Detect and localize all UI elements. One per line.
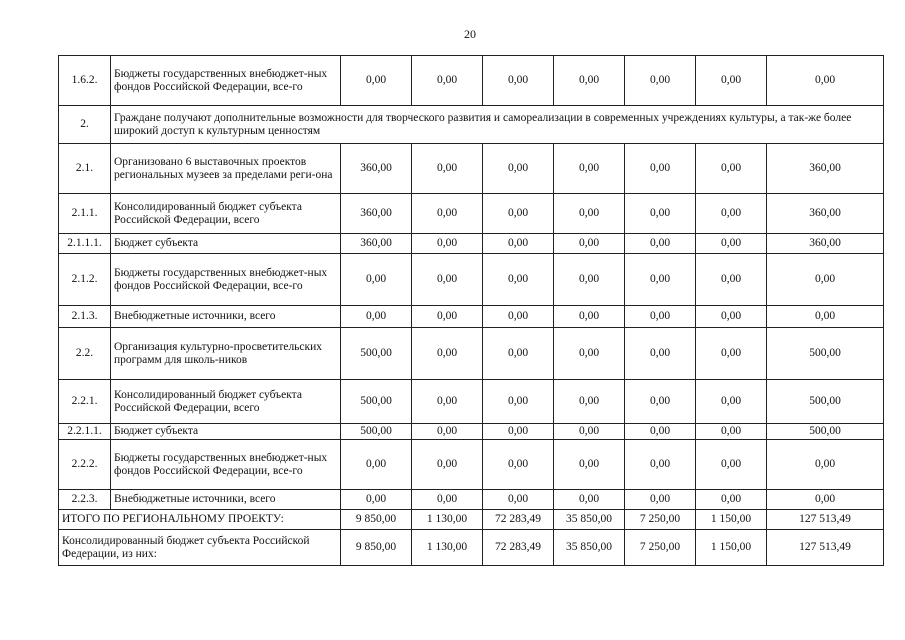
- row-description: Внебюджетные источники, всего: [111, 490, 341, 510]
- value-cell: 0,00: [696, 380, 767, 424]
- value-cell: 35 850,00: [554, 530, 625, 566]
- value-cell: 0,00: [554, 56, 625, 106]
- value-cell: 0,00: [412, 424, 483, 440]
- value-cell: 72 283,49: [483, 510, 554, 530]
- value-cell: 35 850,00: [554, 510, 625, 530]
- value-cell: 0,00: [412, 144, 483, 194]
- value-cell: 72 283,49: [483, 530, 554, 566]
- value-cell: 360,00: [767, 194, 884, 234]
- value-cell: 0,00: [625, 56, 696, 106]
- value-cell: 0,00: [341, 306, 412, 328]
- value-cell: 0,00: [767, 306, 884, 328]
- value-cell: 0,00: [625, 306, 696, 328]
- value-cell: 0,00: [483, 380, 554, 424]
- row-code: 2.1.3.: [59, 306, 111, 328]
- row-description: Бюджеты государственных внебюджет-ных фондов Российской Федерации, все-го: [111, 254, 341, 306]
- row-description: Организовано 6 выставочных проектов региональных музеев за пределами реги-она: [111, 144, 341, 194]
- value-cell: 0,00: [625, 254, 696, 306]
- row-code: 2.2.3.: [59, 490, 111, 510]
- value-cell: 0,00: [554, 440, 625, 490]
- value-cell: 360,00: [341, 194, 412, 234]
- value-cell: 0,00: [412, 440, 483, 490]
- value-cell: 0,00: [625, 328, 696, 380]
- table-row: [59, 194, 884, 234]
- value-cell: 0,00: [412, 306, 483, 328]
- value-cell: 360,00: [341, 144, 412, 194]
- value-cell: 0,00: [767, 440, 884, 490]
- row-description: Консолидированный бюджет субъекта Российской Федерации, всего: [111, 380, 341, 424]
- value-cell: 0,00: [625, 490, 696, 510]
- page-number: 20: [464, 27, 476, 41]
- value-cell: 0,00: [625, 424, 696, 440]
- value-cell: 0,00: [696, 328, 767, 380]
- value-cell: 360,00: [341, 234, 412, 254]
- table-row: [59, 254, 884, 306]
- row-code: 2.: [59, 106, 111, 144]
- value-cell: 500,00: [341, 328, 412, 380]
- value-cell: 0,00: [483, 424, 554, 440]
- value-cell: 0,00: [483, 194, 554, 234]
- value-cell: 0,00: [412, 490, 483, 510]
- value-cell: 0,00: [483, 234, 554, 254]
- value-cell: 0,00: [554, 234, 625, 254]
- value-cell: 0,00: [767, 490, 884, 510]
- row-code: 1.6.2.: [59, 56, 111, 106]
- row-description: Внебюджетные источники, всего: [111, 306, 341, 328]
- table-row: [59, 440, 884, 490]
- value-cell: 0,00: [341, 254, 412, 306]
- value-cell: 0,00: [412, 56, 483, 106]
- table-row: [59, 424, 884, 440]
- row-description: Организация культурно-просветительских программ для школь-ников: [111, 328, 341, 380]
- value-cell: 0,00: [696, 254, 767, 306]
- value-cell: 0,00: [696, 194, 767, 234]
- value-cell: 9 850,00: [341, 510, 412, 530]
- value-cell: 0,00: [767, 254, 884, 306]
- value-cell: 0,00: [696, 424, 767, 440]
- table-row: [59, 328, 884, 380]
- row-code: 2.2.1.1.: [59, 424, 111, 440]
- value-cell: 0,00: [554, 424, 625, 440]
- value-cell: 7 250,00: [625, 530, 696, 566]
- row-description: Бюджет субъекта: [111, 234, 341, 254]
- value-cell: 0,00: [554, 194, 625, 234]
- table-row: [59, 234, 884, 254]
- value-cell: 0,00: [696, 56, 767, 106]
- value-cell: 0,00: [483, 144, 554, 194]
- value-cell: 0,00: [412, 380, 483, 424]
- value-cell: 0,00: [483, 306, 554, 328]
- table-row: [59, 56, 884, 106]
- value-cell: 0,00: [554, 490, 625, 510]
- value-cell: 0,00: [625, 380, 696, 424]
- value-cell: 0,00: [483, 56, 554, 106]
- row-description: Бюджет субъекта: [111, 424, 341, 440]
- value-cell: 127 513,49: [767, 530, 884, 566]
- value-cell: 500,00: [341, 380, 412, 424]
- section-description: Граждане получают дополнительные возможности для творческого развития и самореализации в современных учреждениях культуры, а так-же более широкий доступ к культурным ценностям: [111, 106, 884, 144]
- value-cell: 0,00: [625, 144, 696, 194]
- value-cell: 500,00: [767, 380, 884, 424]
- table-row: [59, 490, 884, 510]
- row-description: Бюджеты государственных внебюджет-ных фондов Российской Федерации, все-го: [111, 56, 341, 106]
- row-description: Консолидированный бюджет субъекта Российской Федерации, всего: [111, 194, 341, 234]
- value-cell: 0,00: [696, 490, 767, 510]
- row-code: 2.1.1.1.: [59, 234, 111, 254]
- value-cell: 0,00: [554, 144, 625, 194]
- table-row: [59, 380, 884, 424]
- value-cell: 500,00: [341, 424, 412, 440]
- table-row: [59, 306, 884, 328]
- value-cell: 127 513,49: [767, 510, 884, 530]
- value-cell: 0,00: [696, 440, 767, 490]
- budget-table: [58, 55, 884, 566]
- row-code: 2.1.1.: [59, 194, 111, 234]
- row-code: 2.2.1.: [59, 380, 111, 424]
- total-label: ИТОГО ПО РЕГИОНАЛЬНОМУ ПРОЕКТУ:: [59, 510, 341, 530]
- value-cell: 0,00: [696, 234, 767, 254]
- row-description: Бюджеты государственных внебюджет-ных фондов Российской Федерации, все-го: [111, 440, 341, 490]
- row-code: 2.2.2.: [59, 440, 111, 490]
- value-cell: 0,00: [341, 56, 412, 106]
- value-cell: 1 150,00: [696, 510, 767, 530]
- table-row: [59, 510, 884, 530]
- value-cell: 0,00: [696, 306, 767, 328]
- value-cell: 1 130,00: [412, 530, 483, 566]
- value-cell: 0,00: [412, 194, 483, 234]
- value-cell: 0,00: [483, 490, 554, 510]
- value-cell: 1 150,00: [696, 530, 767, 566]
- value-cell: 0,00: [341, 440, 412, 490]
- value-cell: 360,00: [767, 144, 884, 194]
- value-cell: 7 250,00: [625, 510, 696, 530]
- value-cell: 0,00: [483, 440, 554, 490]
- value-cell: 0,00: [412, 234, 483, 254]
- value-cell: 0,00: [767, 56, 884, 106]
- value-cell: 0,00: [483, 254, 554, 306]
- table-body: [59, 56, 884, 566]
- value-cell: 0,00: [554, 254, 625, 306]
- value-cell: 0,00: [341, 490, 412, 510]
- value-cell: 360,00: [767, 234, 884, 254]
- value-cell: 0,00: [554, 380, 625, 424]
- value-cell: 9 850,00: [341, 530, 412, 566]
- value-cell: 0,00: [625, 440, 696, 490]
- value-cell: 0,00: [412, 328, 483, 380]
- value-cell: 500,00: [767, 424, 884, 440]
- total-label: Консолидированный бюджет субъекта Российской Федерации, из них:: [59, 530, 341, 566]
- table-row: [59, 106, 884, 144]
- row-code: 2.2.: [59, 328, 111, 380]
- value-cell: 0,00: [625, 194, 696, 234]
- value-cell: 0,00: [412, 254, 483, 306]
- value-cell: 0,00: [625, 234, 696, 254]
- value-cell: 0,00: [554, 306, 625, 328]
- table-row: [59, 144, 884, 194]
- value-cell: 0,00: [483, 328, 554, 380]
- table-row: [59, 530, 884, 566]
- row-code: 2.1.: [59, 144, 111, 194]
- value-cell: 1 130,00: [412, 510, 483, 530]
- value-cell: 500,00: [767, 328, 884, 380]
- row-code: 2.1.2.: [59, 254, 111, 306]
- value-cell: 0,00: [696, 144, 767, 194]
- value-cell: 0,00: [554, 328, 625, 380]
